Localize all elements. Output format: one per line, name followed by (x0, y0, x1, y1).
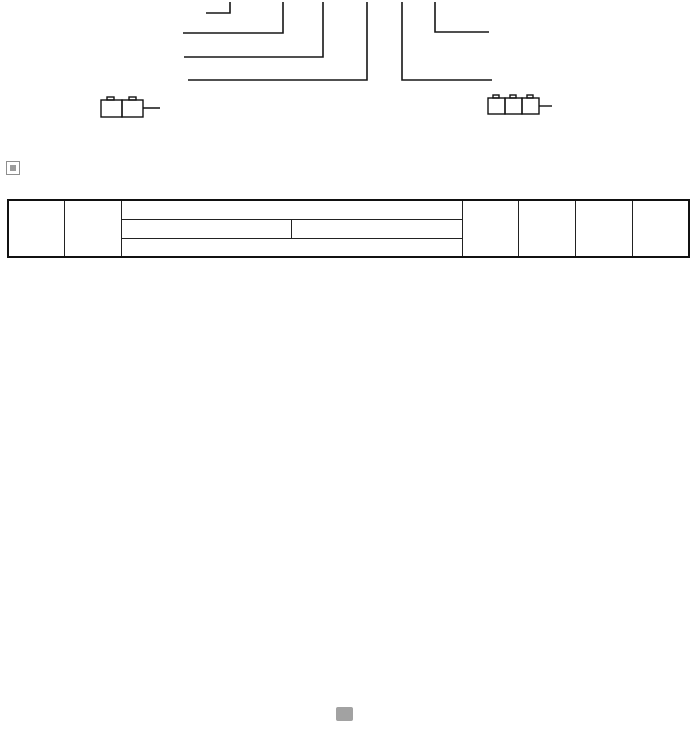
header-petroleum-oils (122, 219, 292, 238)
table-header (8, 200, 689, 257)
header-water-fluids (292, 219, 462, 238)
header-power (576, 200, 633, 257)
specification-table (7, 199, 690, 258)
header-model (8, 200, 65, 257)
header-noise (462, 200, 519, 257)
part-number-callout-diagram (0, 0, 695, 196)
section-bullet-icon (6, 161, 20, 175)
header-displacement (65, 200, 122, 257)
single-pump-topview (93, 87, 168, 119)
page-number-badge (336, 707, 353, 721)
header-weight (632, 200, 689, 257)
double-pump-topview (478, 84, 558, 118)
header-max-pressure (122, 200, 463, 219)
header-speed (519, 200, 576, 257)
